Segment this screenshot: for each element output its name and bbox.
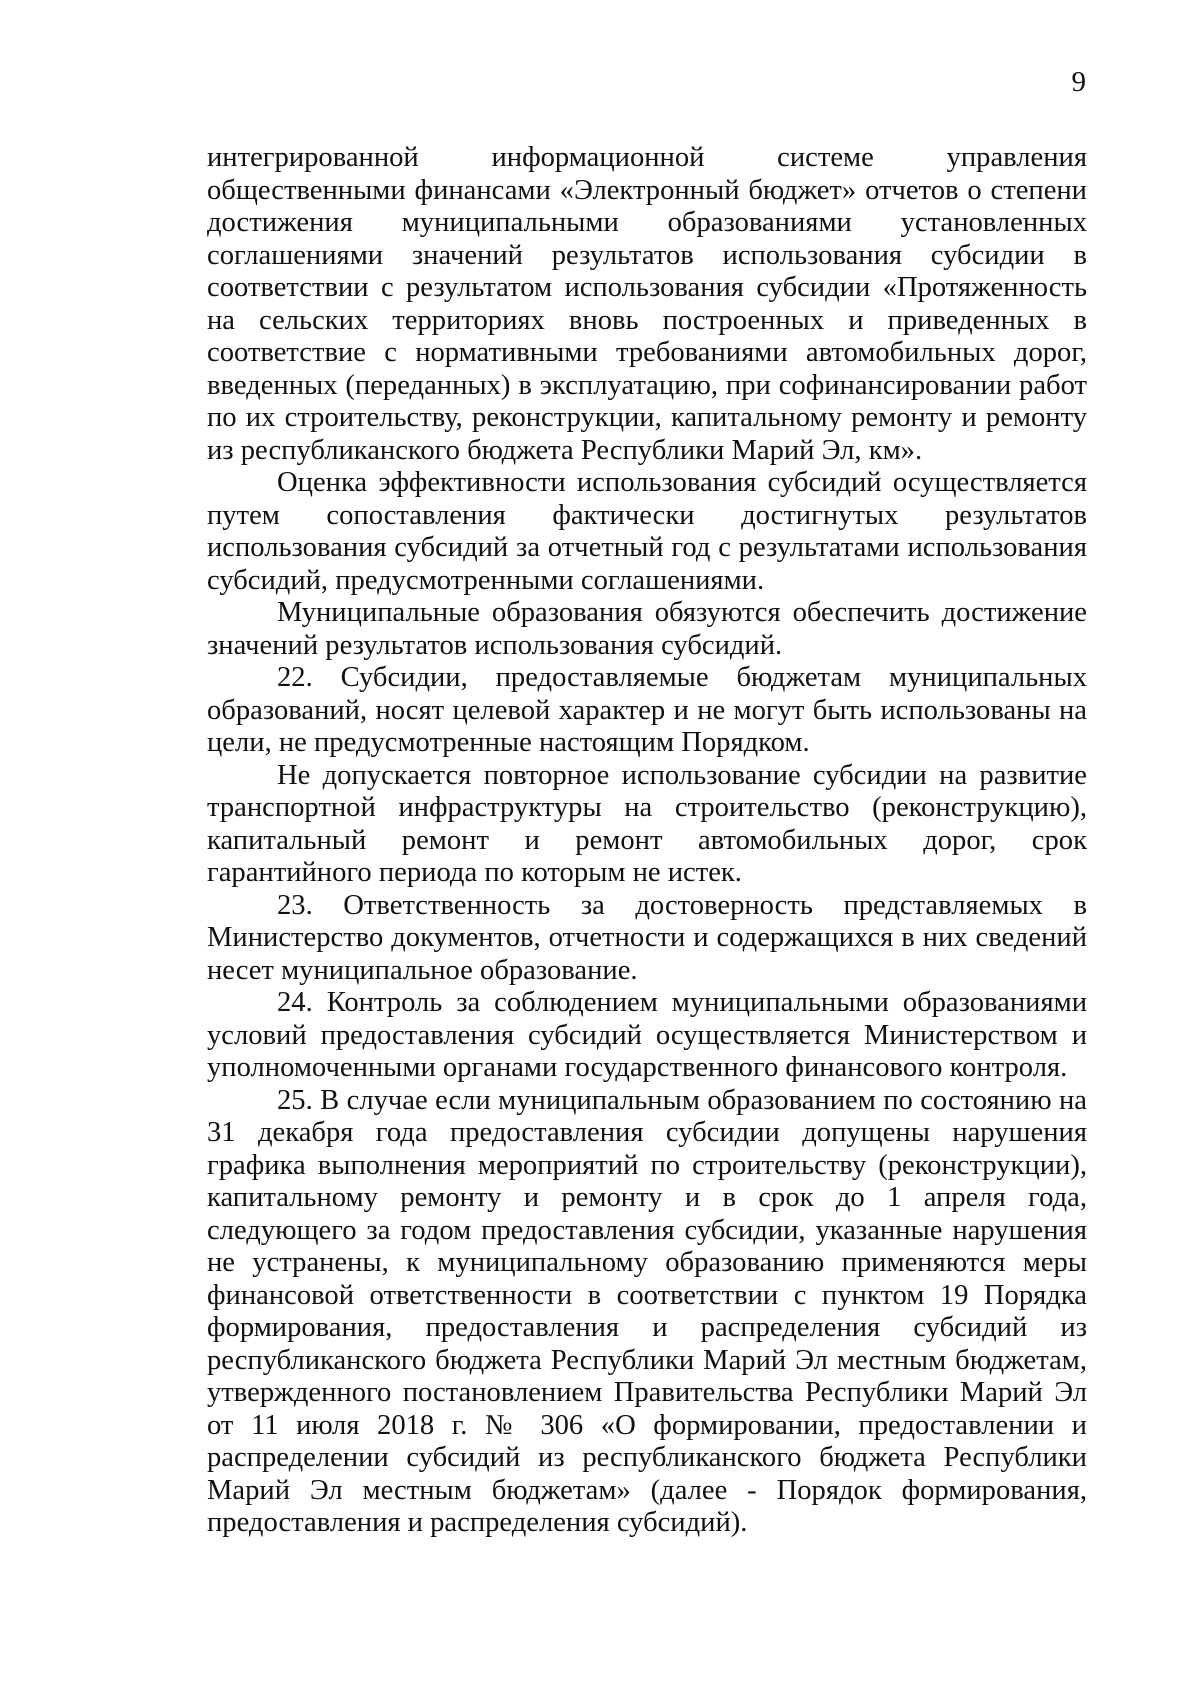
paragraph-clause-22: 22. Субсидии, предоставляемые бюджетам муниципальных образований, носят целевой характер и не могут быть использованы на цели, не предусмотренные настоящим Порядком. [207,662,1087,758]
page-number: 9 [1071,66,1086,98]
paragraph-clause-23: 23. Ответственность за достоверность представляемых в Министерство документов, отчетности и содержащихся в них сведений несет муниципальное образование. [207,889,1087,986]
paragraph-continuation: интегрированной информационной системе управления общественными финансами «Электронный бюджет» отчетов о степени достижения муниципальными образованиями установленных соглашениями значений результатов использования субсидии в соответствии с результатом использования субсидии «Протяженность на сельских территориях вновь построенных и приведенных в соответствие с нормативными требованиями автомобильных дорог, введенных (переданных) в эксплуатацию, при софинансировании работ по их строительству, реконструкции, капитальному ремонту и ремонту из республиканского бюджета Республики Марий Эл, км». [207,142,1087,466]
paragraph-efficiency-assessment: Оценка эффективности использования субсидий осуществляется путем сопоставления фактически достигнутых результатов использования субсидий за отчетный год с результатами использования субсидий, предусмотренными соглашениями. [207,467,1087,596]
paragraph-clause-25: 25. В случае если муниципальным образованием по состоянию на 31 декабря года предоставления субсидии допущены нарушения графика выполнения мероприятий по строительству (реконструкции), капитальному ремонту и ремонту и в срок до 1 апреля года, следующего за годом предоставления субсидии, указанные нарушения не устранены, к муниципальному образованию применяются меры финансовой ответственности в соответствии с пунктом 19 Порядка формирования, предоставления и распределения субсидий из республиканского бюджета Республики Марий Эл местным бюджетам, утвержденного постановлением Правительства Республики Марий Эл от 11 июля 2018 г. № 306 «О формировании, предоставлении и распределении субсидий из республиканского бюджета Республики Марий Эл местным бюджетам» (далее - Порядок формирования, предоставления и распределения субсидий). [207,1084,1087,1538]
document-body [207,142,1087,1540]
paragraph-repeat-use: Не допускается повторное использование субсидии на развитие транспортной инфраструктуры на строительство (реконструкцию), капитальный ремонт и ремонт автомобильных дорог, срок гарантийного периода по которым не истек. [207,759,1087,888]
paragraph-municipal-obligation: Муниципальные образования обязуются обеспечить достижение значений результатов использования субсидий. [207,597,1087,661]
paragraph-clause-24: 24. Контроль за соблюдением муниципальными образованиями условий предоставления субсидий осуществляется Министерством и уполномоченными органами государственного финансового контроля. [207,987,1087,1083]
